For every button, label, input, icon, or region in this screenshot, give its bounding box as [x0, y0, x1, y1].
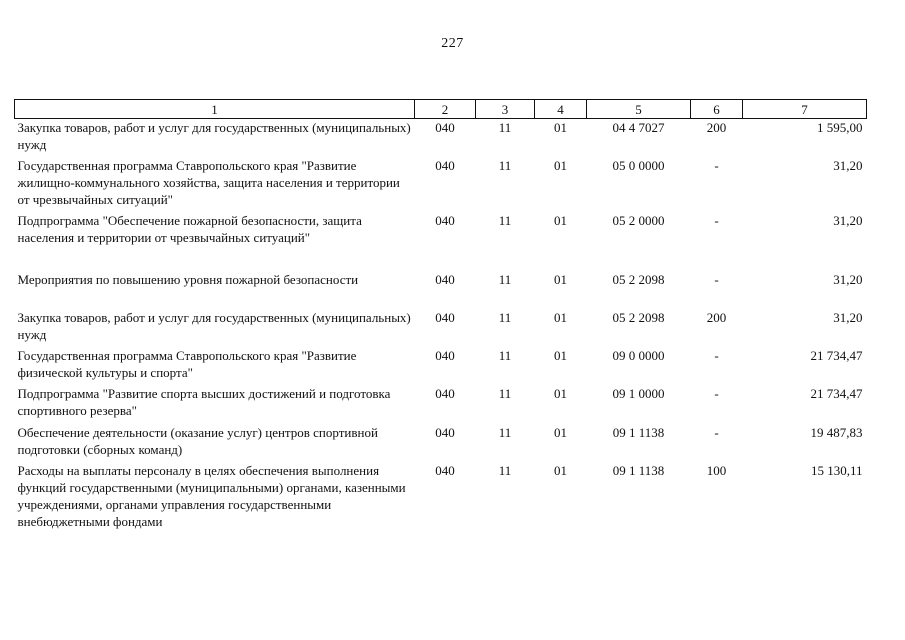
row-col5: 05 2 2098: [612, 309, 665, 325]
table-row: [15, 157, 867, 212]
table-row: [15, 212, 867, 271]
row-col4: 01: [554, 212, 567, 228]
row-col6: -: [714, 385, 719, 401]
row-col7: 21 734,47: [810, 385, 863, 401]
budget-table: [14, 99, 867, 534]
row-col6: 200: [706, 309, 727, 325]
row-col5: 04 4 7027: [612, 120, 665, 135]
row-col7: 31,20: [833, 157, 863, 173]
row-col6: 100: [706, 462, 727, 478]
row-col6: 200: [706, 120, 727, 135]
row-name: Государственная программа Ставропольского края "Развитие жилищно-коммунального хозяйства, защита населения и территории от чрезвычайных ситуаций": [17, 157, 400, 207]
row-col6: -: [714, 271, 719, 287]
row-col3: 11: [498, 462, 512, 478]
row-col4: 01: [554, 424, 567, 440]
row-col2: 040: [435, 424, 455, 440]
row-col7: 31,20: [833, 271, 863, 287]
row-col5: 05 2 0000: [612, 212, 665, 228]
row-col7: 1 595,00: [817, 120, 863, 135]
row-col5: 09 0 0000: [612, 347, 665, 363]
row-col4: 01: [554, 347, 567, 363]
row-col2: 040: [435, 309, 455, 325]
row-col2: 040: [435, 271, 455, 287]
row-col7: 31,20: [833, 309, 863, 325]
table-row: [15, 462, 867, 534]
row-col3: 11: [498, 120, 512, 135]
row-col5: 09 1 1138: [612, 424, 665, 440]
row-name: Государственная программа Ставропольского края "Развитие физической культуры и спорта": [17, 347, 357, 380]
row-col4: 01: [554, 157, 567, 173]
row-col5: 09 1 0000: [612, 385, 665, 401]
column-header-5: 5: [587, 100, 691, 119]
row-name: Подпрограмма "Обеспечение пожарной безопасности, защита населения и территории от чрезвычайных ситуаций": [17, 212, 362, 245]
row-col2: 040: [435, 157, 455, 173]
row-col3: 11: [498, 212, 512, 228]
row-col6: -: [714, 212, 719, 228]
table-row: [15, 424, 867, 462]
row-col6: -: [714, 157, 719, 173]
row-col5: 05 2 2098: [612, 271, 665, 287]
row-name: Подпрограмма "Развитие спорта высших достижений и подготовка спортивного резерва": [17, 385, 391, 418]
row-col3: 11: [498, 309, 512, 325]
row-col5: 05 0 0000: [612, 157, 665, 173]
column-header-1: 1: [15, 100, 415, 119]
row-col7: 15 130,11: [810, 462, 863, 478]
header-row: [15, 100, 867, 119]
row-name: Мероприятия по повышению уровня пожарной безопасности: [17, 271, 359, 287]
column-header-3: 3: [476, 100, 535, 119]
column-header-2: 2: [415, 100, 476, 119]
row-name: Обеспечение деятельности (оказание услуг) центров спортивной подготовки (сборных команд): [17, 424, 378, 457]
row-col2: 040: [435, 462, 455, 478]
column-header-7: 7: [743, 100, 867, 119]
row-col7: 19 487,83: [810, 424, 863, 440]
table-row: [15, 119, 867, 157]
row-col2: 040: [435, 385, 455, 401]
row-col5: 09 1 1138: [612, 462, 665, 478]
row-col7: 21 734,47: [810, 347, 863, 363]
row-col3: 11: [498, 271, 512, 287]
table-row: [15, 271, 867, 309]
column-header-6: 6: [691, 100, 743, 119]
row-col4: 01: [554, 309, 567, 325]
row-col4: 01: [554, 462, 567, 478]
column-header-4: 4: [535, 100, 587, 119]
row-col6: -: [714, 347, 719, 363]
row-col2: 040: [435, 347, 455, 363]
row-name: Закупка товаров, работ и услуг для государственных (муниципальных) нужд: [17, 120, 411, 152]
table-row: [15, 347, 867, 385]
table-row: [15, 385, 867, 424]
row-col4: 01: [554, 271, 567, 287]
row-name: Расходы на выплаты персоналу в целях обеспечения выполнения функций государственными (муниципальными) органами, казенными учреждениями, органами управления государственными внебюджетными фондами: [17, 462, 406, 529]
page-number: 227: [441, 36, 464, 51]
row-name: Закупка товаров, работ и услуг для государственных (муниципальных) нужд: [17, 309, 411, 342]
row-col3: 11: [498, 424, 512, 440]
row-col7: 31,20: [833, 212, 863, 228]
table-row: [15, 309, 867, 347]
row-col3: 11: [498, 385, 512, 401]
row-col4: 01: [554, 385, 567, 401]
row-col3: 11: [498, 347, 512, 363]
row-col2: 040: [435, 212, 455, 228]
row-col2: 040: [435, 120, 455, 135]
row-col4: 01: [554, 120, 567, 135]
row-col3: 11: [498, 157, 512, 173]
row-col6: -: [714, 424, 719, 440]
